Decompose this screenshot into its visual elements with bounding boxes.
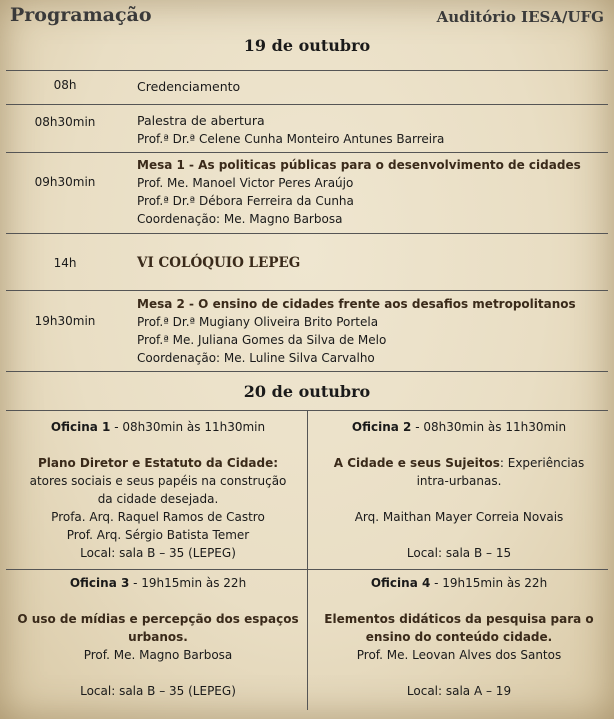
row-title: VI COLÓQUIO LEPEG (137, 255, 301, 271)
row-line: Prof.ª Dr.ª Celene Cunha Monteiro Antunes Barreira (137, 132, 445, 146)
row-line: Coordenação: Me. Magno Barbosa (137, 212, 343, 226)
page-title: Programação (10, 4, 152, 26)
divider (6, 104, 608, 105)
row-time: 08h30min (34, 115, 96, 129)
workshop-line: Prof. Arq. Sérgio Batista Temer (66, 528, 250, 542)
workshop-label: Oficina 2 (351, 420, 412, 434)
workshop-line: Local: sala A – 19 (406, 684, 512, 698)
row-line: Prof.ª Me. Juliana Gomes da Silva de Melo (137, 333, 387, 347)
row-line: Prof. Me. Manoel Victor Peres Araújo (137, 176, 354, 190)
row-line: Coordenação: Me. Luline Silva Carvalho (137, 351, 375, 365)
workshop-cell (8, 418, 308, 562)
day2-date: 20 de outubro (243, 382, 371, 401)
workshop-time: - 08h30min às 11h30min (411, 420, 567, 434)
divider (6, 569, 608, 570)
row-line: Credenciamento (137, 79, 241, 94)
workshop-label: Oficina 3 (69, 576, 130, 590)
divider (6, 70, 608, 71)
row-line: Prof.ª Dr.ª Mugiany Oliveira Brito Portela (137, 315, 379, 329)
day1-date: 19 de outubro (243, 36, 371, 55)
workshop-cell (8, 574, 308, 700)
workshop-title: urbanos. (128, 630, 188, 644)
workshop-label: Oficina 1 (50, 420, 111, 434)
row-time: 09h30min (34, 175, 96, 189)
workshop-line: Prof. Me. Leovan Alves dos Santos (356, 648, 562, 662)
workshop-title: ensino do conteúdo cidade. (365, 630, 553, 644)
row-title: Mesa 1 - As politicas públicas para o desenvolvimento de cidades (137, 158, 581, 172)
workshop-cell (309, 418, 609, 562)
workshop-line: Profa. Arq. Raquel Ramos de Castro (51, 510, 265, 524)
workshop-title: O uso de mídias e percepção dos espaços (17, 612, 299, 626)
workshop-line: Prof. Me. Magno Barbosa (83, 648, 233, 662)
divider (6, 371, 608, 372)
venue-title: Auditório IESA/UFG (436, 8, 604, 26)
row-time: 14h (53, 256, 77, 270)
workshop-line: Local: sala B – 15 (406, 546, 512, 560)
divider (6, 233, 608, 234)
workshop-line: Local: sala B – 35 (LEPEG) (80, 684, 236, 698)
workshop-time: - 19h15min às 22h (430, 576, 548, 590)
row-line: Palestra de abertura (137, 113, 265, 128)
workshop-time: - 08h30min às 11h30min (110, 420, 266, 434)
workshop-line: Arq. Maithan Mayer Correia Novais (354, 510, 564, 524)
header (0, 0, 614, 32)
workshop-line: intra-urbanas. (416, 474, 502, 488)
workshop-time: - 19h15min às 22h (129, 576, 247, 590)
workshop-title: A Cidade e seus Sujeitos (333, 456, 500, 470)
row-time: 19h30min (34, 314, 96, 328)
row-line: Prof.ª Dr.ª Débora Ferreira da Cunha (137, 194, 354, 208)
workshop-title: Plano Diretor e Estatuto da Cidade: (37, 456, 279, 470)
divider (6, 290, 608, 291)
workshop-label: Oficina 4 (370, 576, 431, 590)
workshop-cell (309, 574, 609, 700)
divider (6, 152, 608, 153)
row-time: 08h (53, 78, 77, 92)
row-title: Mesa 2 - O ensino de cidades frente aos desafios metropolitanos (137, 297, 576, 311)
workshop-title-rest: : Experiências (499, 456, 585, 470)
workshop-line: Local: sala B – 35 (LEPEG) (80, 546, 236, 560)
workshop-line: atores sociais e seus papéis na construção (29, 474, 287, 488)
workshop-line: da cidade desejada. (97, 492, 219, 506)
workshop-title: Elementos didáticos da pesquisa para o (324, 612, 594, 626)
